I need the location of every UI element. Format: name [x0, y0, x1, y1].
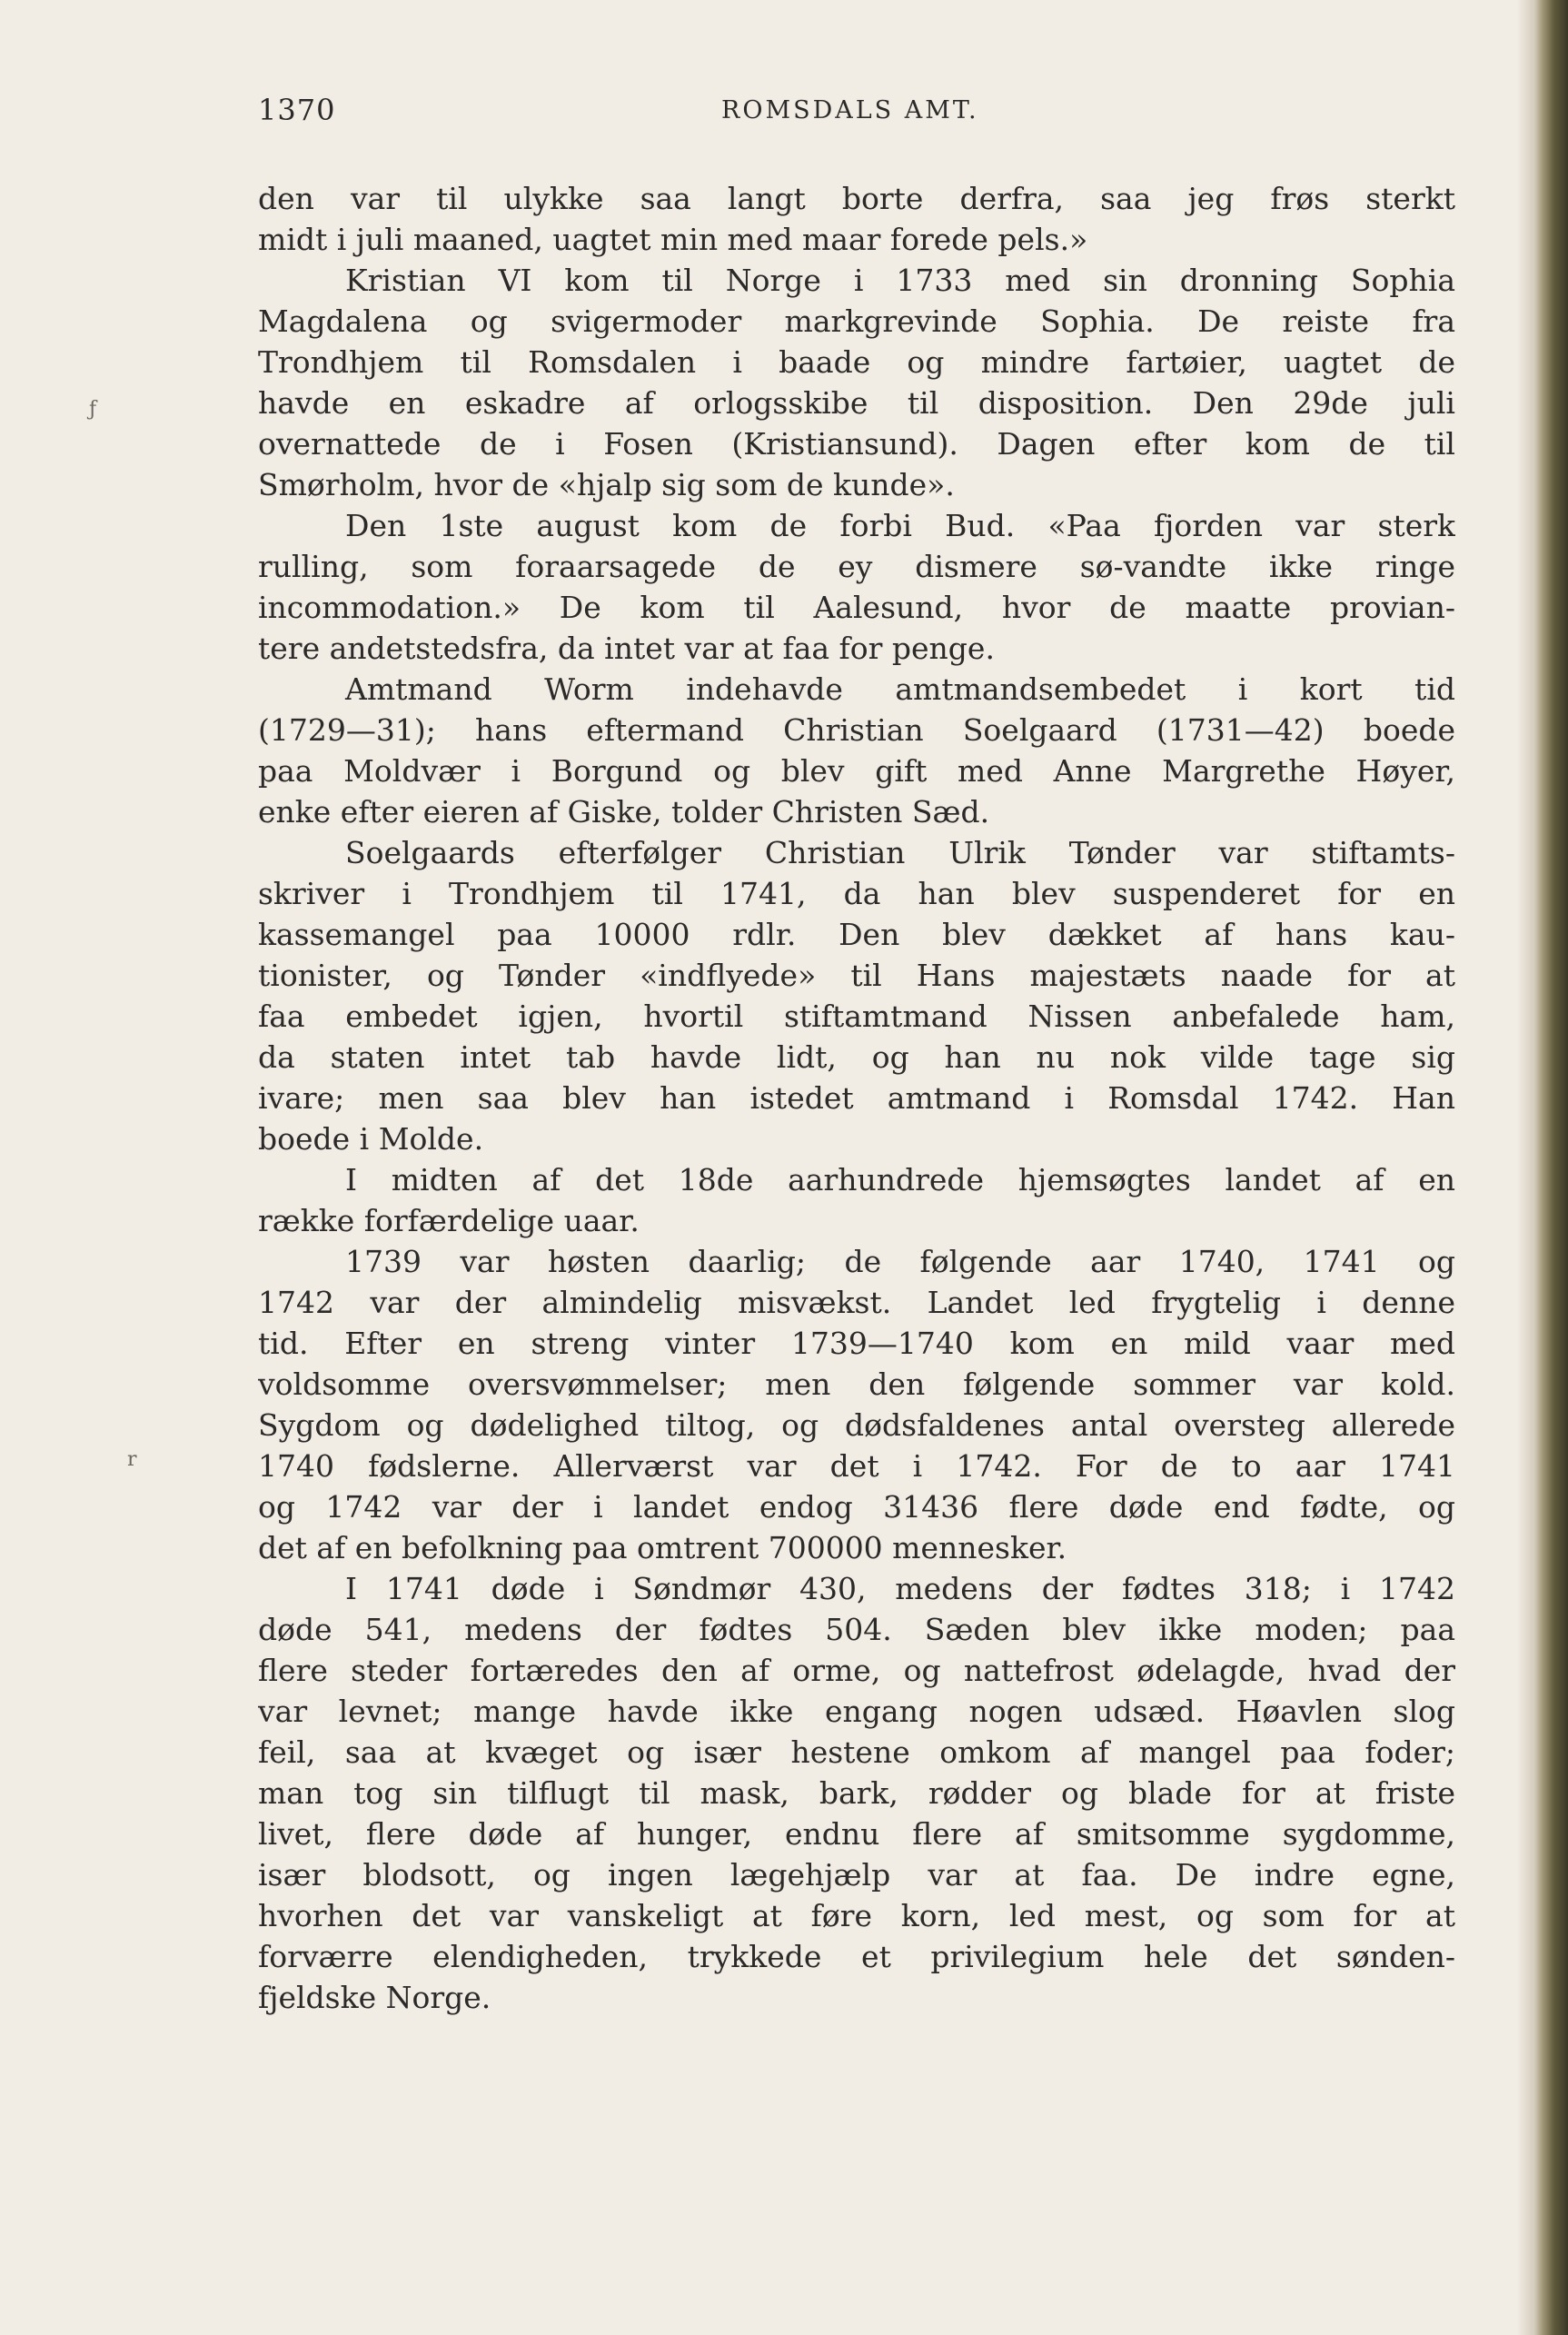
text-line: døde 541, medens der fødtes 504. Sæden blev ikke moden; paa: [258, 1612, 1455, 1647]
body-text: [258, 178, 1455, 2018]
text-line: fjeldske Norge.: [258, 1980, 491, 2015]
text-line: skriver i Trondhjem til 1741, da han blev suspenderet for en: [258, 876, 1455, 911]
text-line: feil, saa at kvæget og især hestene omkom af mangel paa foder;: [258, 1734, 1455, 1770]
text-line: Kristian VI kom til Norge i 1733 med sin dronning Sophia: [345, 263, 1455, 298]
text-line: faa embedet igjen, hvortil stiftamtmand Nissen anbefalede ham,: [258, 999, 1455, 1034]
text-line: man tog sin tilflugt til mask, bark, rødder og blade for at friste: [258, 1775, 1455, 1811]
text-line: Soelgaards efterfølger Christian Ulrik Tønder var stiftamts-: [345, 835, 1455, 870]
text-line: I 1741 døde i Søndmør 430, medens der fødtes 318; i 1742: [345, 1571, 1455, 1606]
text-line: Den 1ste august kom de forbi Bud. «Paa fjorden var sterk: [345, 508, 1455, 543]
text-line: incommodation.» De kom til Aalesund, hvor de maatte provian-: [258, 590, 1455, 625]
text-line: livet, flere døde af hunger, endnu flere af smitsomme sygdomme,: [258, 1816, 1455, 1852]
text-line: overnattede de i Fosen (Kristiansund). Dagen efter kom de til: [258, 426, 1455, 462]
text-line: tid. Efter en streng vinter 1739—1740 kom en mild vaar med: [258, 1326, 1455, 1361]
text-line: I midten af det 18de aarhundrede hjemsøgtes landet af en: [345, 1162, 1455, 1197]
text-line: da staten intet tab havde lidt, og han nu nok vilde tage sig: [258, 1039, 1455, 1075]
text-line: Smørholm, hvor de «hjalp sig som de kunde».: [258, 467, 955, 502]
margin-mark: r: [127, 1448, 137, 1471]
text-line: boede i Molde.: [258, 1121, 484, 1157]
text-line: ivare; men saa blev han istedet amtmand i Romsdal 1742. Han: [258, 1080, 1455, 1116]
text-line: Amtmand Worm indehavde amtmandsembedet i kort tid: [345, 671, 1455, 707]
text-line: række forfærdelige uaar.: [258, 1203, 640, 1238]
text-line: hvorhen det var vanskeligt at føre korn, led mest, og som for at: [258, 1898, 1455, 1933]
text-line: tionister, og Tønder «indflyede» til Hans majestæts naade for at: [258, 958, 1455, 993]
text-line: Trondhjem til Romsdalen i baade og mindre fartøier, uagtet de: [258, 344, 1455, 380]
text-line: havde en eskadre af orlogsskibe til disposition. Den 29de juli: [258, 385, 1455, 421]
page-header: [258, 93, 1457, 138]
text-line: voldsomme oversvømmelser; men den følgende sommer var kold.: [258, 1366, 1455, 1402]
text-line: tere andetstedsfra, da intet var at faa for penge.: [258, 631, 995, 666]
text-line: (1729—31); hans eftermand Christian Soelgaard (1731—42) boede: [258, 712, 1455, 748]
text-line: 1742 var der almindelig misvækst. Landet led frygtelig i denne: [258, 1285, 1455, 1320]
text-line: Sygdom og dødelighed tiltog, og dødsfaldenes antal oversteg allerede: [258, 1407, 1455, 1443]
text-line: Magdalena og svigermoder markgrevinde Sophia. De reiste fra: [258, 303, 1455, 339]
text-line: rulling, som foraarsagede de ey dismere sø-vandte ikke ringe: [258, 549, 1455, 584]
text-line: flere steder fortæredes den af orme, og nattefrost ødelagde, hvad der: [258, 1653, 1455, 1688]
page-number: 1370: [258, 93, 336, 127]
running-title: ROMSDALS AMT.: [721, 96, 979, 124]
text-line: paa Moldvær i Borgund og blev gift med Anne Margrethe Høyer,: [258, 753, 1455, 789]
text-line: den var til ulykke saa langt borte derfra, saa jeg frøs sterkt: [258, 181, 1455, 216]
text-line: midt i juli maaned, uagtet min med maar forede pels.»: [258, 222, 1088, 257]
text-line: 1740 fødslerne. Allerværst var det i 1742. For de to aar 1741: [258, 1448, 1455, 1484]
text-line: kassemangel paa 10000 rdlr. Den blev dækket af hans kau-: [258, 917, 1455, 952]
text-line: forværre elendigheden, trykkede et privilegium hele det sønden-: [258, 1939, 1455, 1974]
text-line: var levnet; mange havde ikke engang nogen udsæd. Høavlen slog: [258, 1694, 1455, 1729]
book-page-edge: [1533, 0, 1568, 2335]
text-line: enke efter eieren af Giske, tolder Christen Sæd.: [258, 794, 990, 830]
text-line: 1739 var høsten daarlig; de følgende aar 1740, 1741 og: [345, 1244, 1455, 1279]
text-line: og 1742 var der i landet endog 31436 flere døde end fødte, og: [258, 1489, 1455, 1525]
text-line: det af en befolkning paa omtrent 700000 mennesker.: [258, 1530, 1067, 1565]
margin-mark: ƒ: [89, 398, 97, 421]
page-edge-shadow: [1517, 0, 1533, 2335]
text-line: især blodsott, og ingen lægehjælp var at faa. De indre egne,: [258, 1857, 1455, 1893]
